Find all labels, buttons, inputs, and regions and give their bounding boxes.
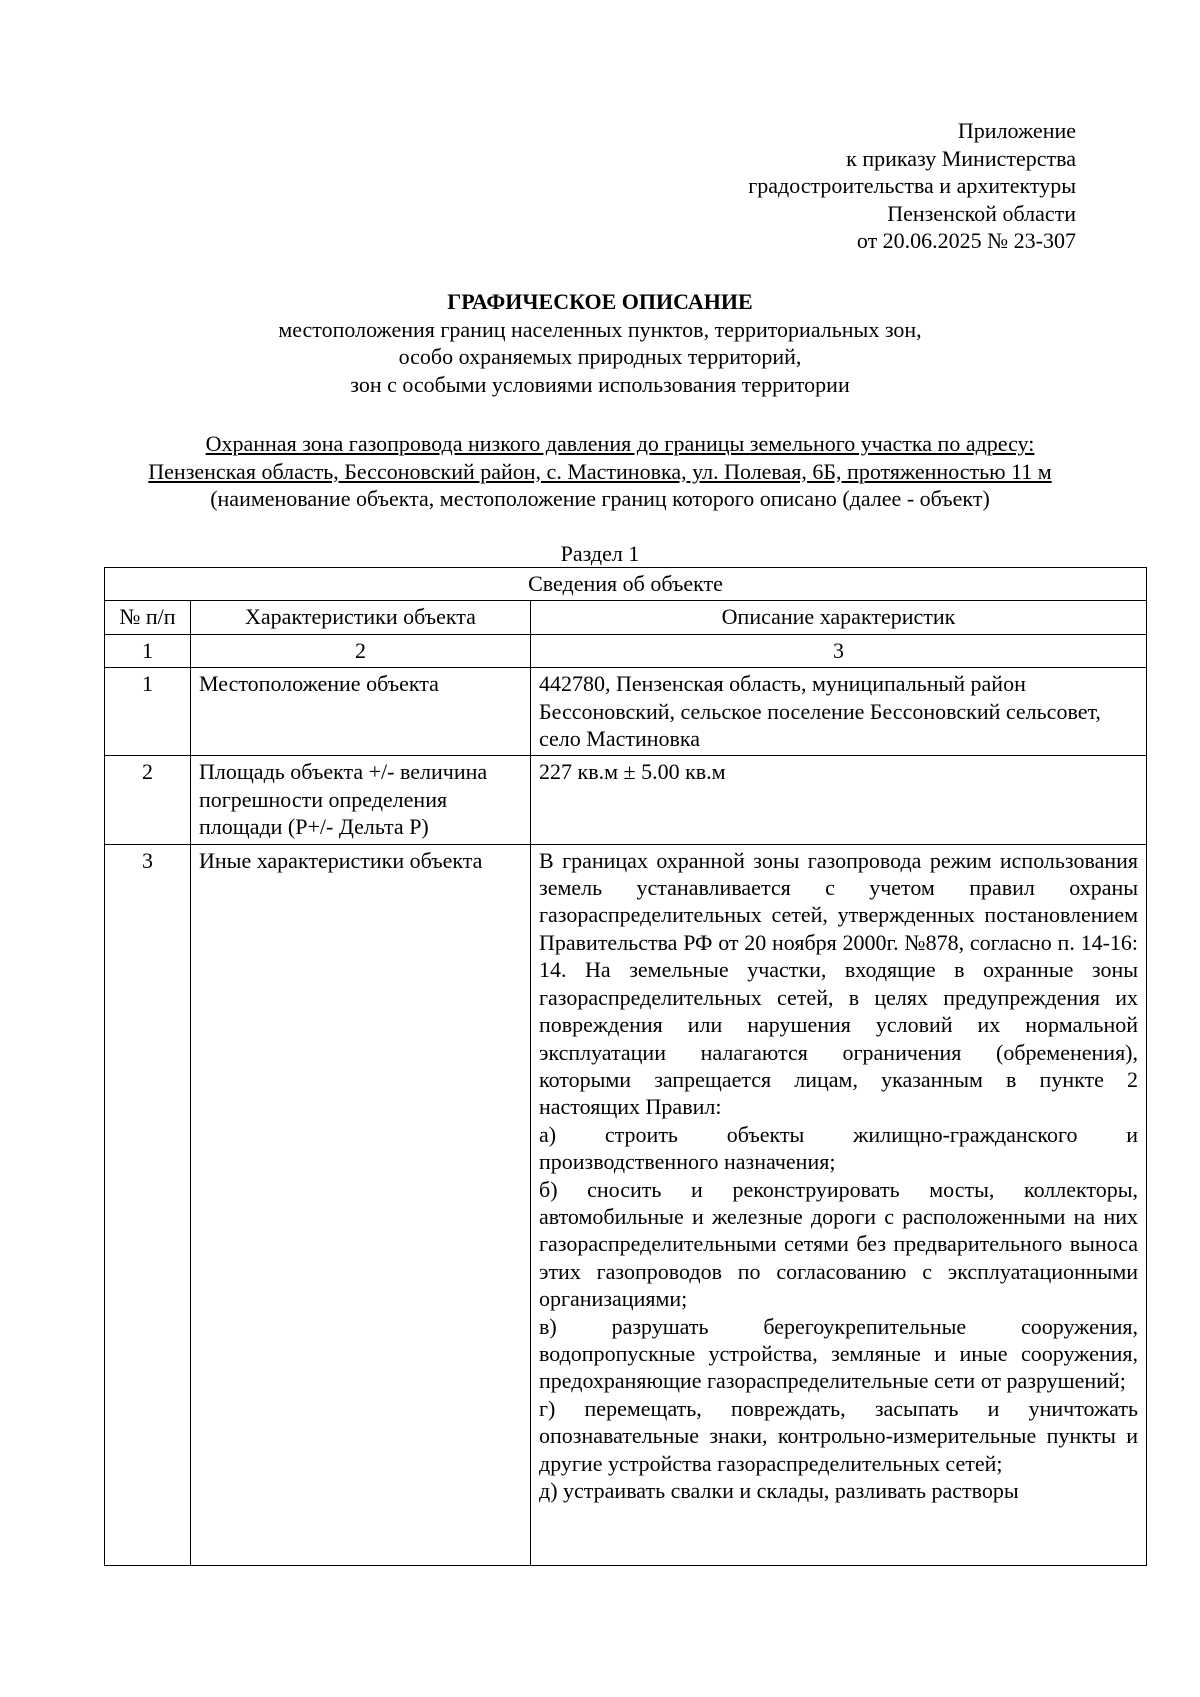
column-number: 2 [191, 634, 531, 667]
section-label: Раздел 1 [560, 541, 640, 566]
object-info-table [104, 567, 1147, 1566]
row-characteristic: Местоположение объекта [191, 668, 531, 756]
description-paragraph: в) разрушать берегоукрепительные сооружения, водопропускные устройства, земляные и иные сооружения, предохраняющие газораспределительные сети от разрушений; [539, 1313, 1139, 1394]
row-number: 3 [105, 844, 191, 1565]
appendix-date-number: от 20.06.2025 № 23-307 [856, 228, 1076, 253]
table-row [105, 668, 1147, 756]
appendix-line: к приказу Министерства [846, 145, 1076, 171]
main-title: ГРАФИЧЕСКОЕ ОПИСАНИЕ [447, 289, 753, 314]
appendix-line: Приложение [957, 118, 1076, 143]
table-header-row [105, 601, 1147, 634]
column-header: № п/п [105, 601, 191, 634]
row-description: 442780, Пензенская область, муниципальный район Бессоновский, сельское поселение Бессоновский сельсовет, село Мастиновка [531, 668, 1147, 756]
document-title [100, 288, 1100, 398]
row-characteristic: Площадь объекта +/- величина погрешности определения площади (P+/- Дельта P) [191, 756, 531, 844]
column-header: Описание характеристик [531, 601, 1147, 634]
appendix-header [516, 117, 1076, 255]
table-row [105, 756, 1147, 844]
row-description: 227 кв.м ± 5.00 кв.м [531, 756, 1147, 844]
row-characteristic: Иные характеристики объекта [191, 844, 531, 1565]
description-paragraph: г) перемещать, повреждать, засыпать и уничтожать опознавательные знаки, контрольно-измерительные пункты и другие устройства газораспределительных сетей; [539, 1395, 1139, 1476]
appendix-line: градостроительства и архитектуры [748, 173, 1076, 198]
subtitle-line: особо охраняемых природных территорий, [398, 344, 802, 369]
object-caption: (наименование объекта, местоположение границ которого описано (далее - объект) [210, 486, 990, 511]
row-number: 2 [105, 756, 191, 844]
column-number: 3 [531, 634, 1147, 667]
description-paragraph: д) устраивать свалки и склады, разливать растворы [539, 1478, 1019, 1503]
object-name-line: Охранная зона газопровода низкого давления до границы земельного участка по адресу: [205, 431, 1035, 456]
description-paragraph: В границах охранной зоны газопровода режим использования земель устанавливается с учетом правил охраны газораспределительных сетей, утвержденных постановлением Правительства РФ от 20 ноября 2000г. №878, согласно п. 14-16: 14. На земельные участки, входящие в охранные зоны газораспределительных сетей, в целях предупреждения их повреждения или нарушения условий их нормальной эксплуатации налагаются ограничения (обременения), которыми запрещается лицам, указанным в пункте 2 настоящих Правил: [539, 847, 1139, 1120]
object-address-line: Пензенская область, Бессоновский район, с. Мастиновка, ул. Полевая, 6Б, протяженностью 11 м [148, 458, 1052, 484]
description-paragraph: а) строить объекты жилищно-гражданского и производственного назначения; [539, 1121, 1139, 1175]
row-description [531, 844, 1147, 1565]
row-number: 1 [105, 668, 191, 756]
description-paragraph: б) сносить и реконструировать мосты, коллекторы, автомобильные и железные дороги с расположенными на них газораспределительными сетями без предварительного выноса этих газопроводов по согласованию с эксплуатационными организациями; [539, 1176, 1139, 1312]
column-header: Характеристики объекта [191, 601, 531, 634]
table-row [105, 844, 1147, 1565]
object-name-block [100, 430, 1100, 513]
subtitle-line: местоположения границ населенных пунктов, территориальных зон, [278, 316, 922, 342]
table-title: Сведения об объекте [105, 568, 1147, 601]
table-title-row [105, 568, 1147, 601]
appendix-line: Пензенской области [887, 200, 1076, 226]
subtitle-line: зон с особыми условиями использования территории [350, 371, 850, 397]
column-number-row [105, 634, 1147, 667]
column-number: 1 [105, 634, 191, 667]
